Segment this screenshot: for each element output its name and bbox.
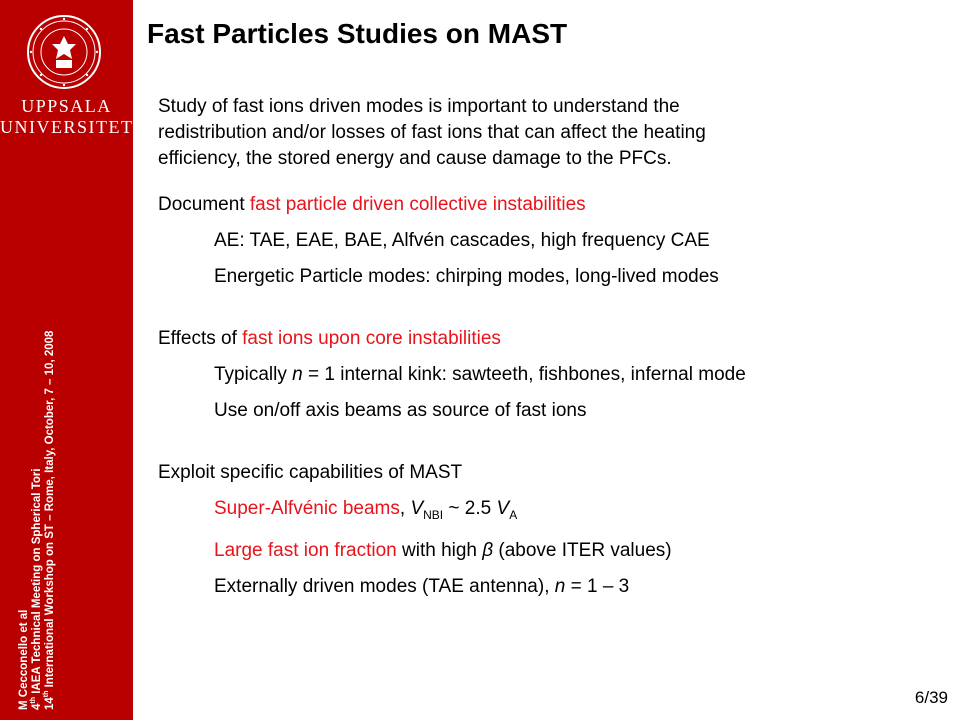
- meeting-line: 4th IAEA Technical Meeting on Spherical Tori: [30, 468, 43, 710]
- bullet-item: Large fast ion fraction with high β (above ITER values): [214, 539, 672, 561]
- bullet-item: Use on/off axis beams as source of fast ions: [214, 400, 587, 421]
- university-name-line2: UNIVERSITET: [0, 117, 134, 137]
- sidebar-vertical-text: [18, 10, 57, 710]
- author-line: M Cecconello et al: [18, 609, 30, 710]
- sidebar: [0, 0, 133, 720]
- section-header: Effects of fast ions upon core instabilities: [158, 328, 501, 349]
- bullet-item: AE: TAE, EAE, BAE, Alfvén cascades, high frequency CAE: [214, 230, 710, 251]
- page-number: 6/39: [914, 688, 948, 707]
- bullet-item: Externally driven modes (TAE antenna), n = 1 – 3: [214, 575, 630, 597]
- workshop-line: 14th International Workshop on ST – Rome, Italy, October, 7 – 10, 2008: [43, 330, 56, 710]
- bullet-item: Super-Alfvénic beams, $V_{NBI}$ ~ 2.5 $V_A$: [214, 498, 518, 522]
- slide-title: Fast Particles Studies on MAST: [147, 18, 568, 49]
- university-name-line1: UPPSALA: [21, 96, 112, 116]
- intro-line: redistribution and/or losses of fast ions that can affect the heating: [158, 122, 706, 143]
- section-header: Exploit specific capabilities of MAST: [158, 462, 463, 483]
- bullet-item: Typically n = 1 internal kink: sawteeth, fishbones, infernal mode: [214, 364, 746, 385]
- intro-line: efficiency, the stored energy and cause damage to the PFCs.: [158, 148, 672, 169]
- intro-line: Study of fast ions driven modes is important to understand the: [158, 96, 680, 117]
- bullet-item: Energetic Particle modes: chirping modes, long-lived modes: [214, 266, 719, 287]
- section-header: Document fast particle driven collective instabilities: [158, 194, 586, 215]
- slide-body: [158, 94, 938, 600]
